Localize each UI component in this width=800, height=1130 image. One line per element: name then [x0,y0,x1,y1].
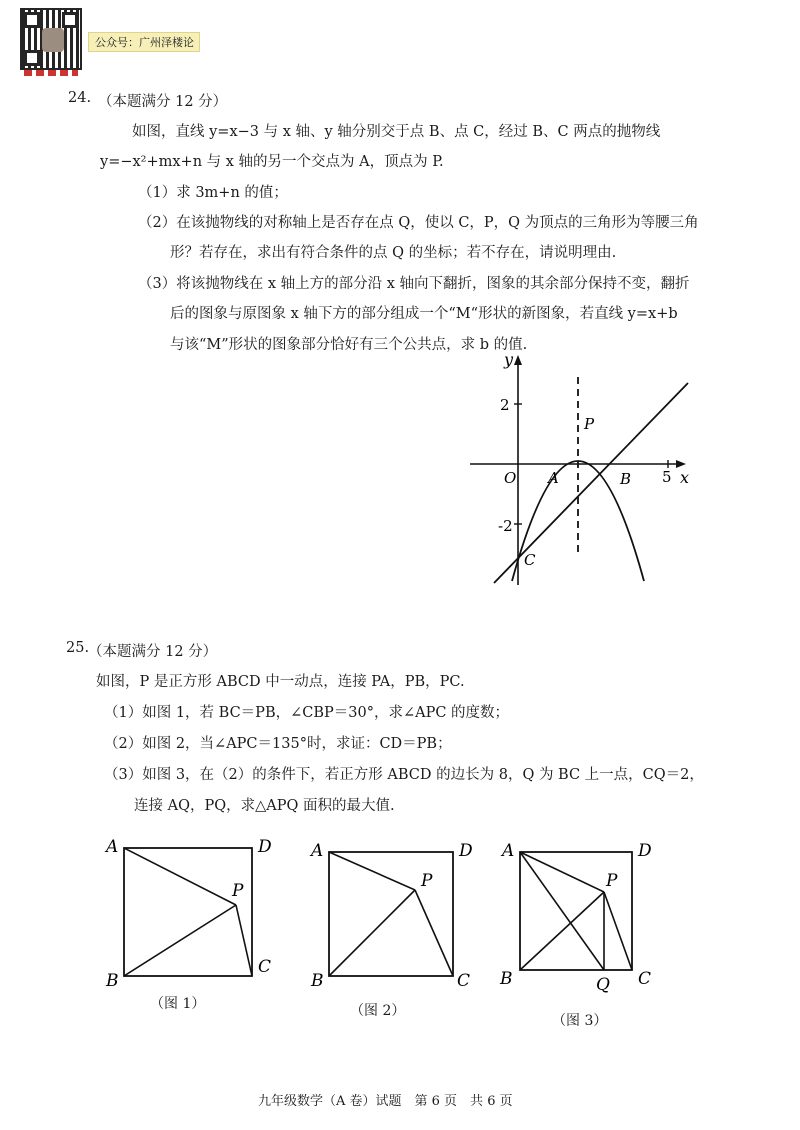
q24-part2-line2: 形？若存在，求出有符合条件的点 Q 的坐标；若不存在，请说明理由. [170,245,617,261]
figure-2 [305,832,485,992]
q25-title: （本题满分 12 分） [88,644,218,660]
segment-pb [520,892,604,970]
point-label-A: A [548,469,559,487]
point-P: P [421,871,433,891]
y-axis-label: y [504,350,514,369]
y-axis-arrow-icon [514,355,522,365]
qr-caption-strip [24,70,78,76]
caption-figure-1: （图 1） [150,996,206,1012]
segment-aq [520,852,604,970]
point-P: P [232,881,244,901]
q24-intro-line2: y=−x²+mx+n 与 x 轴的另一个交点为 A，顶点为 P. [100,154,444,170]
vertex-C: C [258,957,272,977]
vertex-B: B [106,971,119,990]
point-label-B: B [620,470,632,488]
figure-3 [492,832,672,1000]
q25-part3-line2: 连接 AQ，PQ，求△APQ 面积的最大值. [134,798,395,814]
qr-code-image [20,8,82,70]
vertex-A: A [502,841,515,861]
point-Q: Q [596,975,610,995]
q24-part3-line3: 与该“M”形状的图象部分恰好有三个公共点，求 b 的值. [170,337,528,353]
page-footer: 九年级数学（A 卷）试题 第 6 页 共 6 页 [258,1094,513,1109]
segment-pc [415,890,453,976]
segment-pb [329,890,415,976]
caption-figure-3: （图 3） [552,1013,608,1029]
x-tick-label-5: 5 [662,468,672,486]
x-axis-label: x [680,468,690,487]
q25-part3-line1: （3）如图 3，在（2）的条件下，若正方形 ABCD 的边长为 8，Q 为 BC 上一点，CQ＝2， [104,767,704,783]
y-tick-label-neg2: -2 [498,517,513,535]
q24-part2-line1: （2）在该抛物线的对称轴上是否存在点 Q，使以 C，P，Q 为顶点的三角形为等腰三角 [138,215,699,231]
vertex-D: D [638,841,652,861]
segment-pa [124,848,236,905]
vertex-B: B [500,969,513,989]
segment-pa [329,852,415,890]
point-label-C: C [524,551,536,569]
vertex-C: C [457,971,471,991]
caption-figure-2: （图 2） [350,1003,406,1019]
q24-part3-line1: （3）将该抛物线在 x 轴上方的部分沿 x 轴向下翻折，图象的其余部分保持不变，翻折 [138,276,690,292]
y-tick-label-2: 2 [500,396,510,414]
q24-title: （本题满分 12 分） [98,94,228,110]
square-abcd [124,848,252,976]
vertex-D: D [258,837,272,857]
vertex-A: A [106,837,119,857]
q25-number: 25. [66,640,90,656]
segment-pb [124,905,236,976]
account-badge: 公众号：广州泽楼论 [88,32,200,52]
vertex-D: D [459,841,473,861]
q24-part1: （1）求 3m+n 的值； [138,185,288,201]
point-label-P: P [584,415,595,433]
x-axis-arrow-icon [676,460,686,468]
square-abcd [520,852,632,970]
vertex-A: A [311,841,324,861]
origin-label: O [504,469,517,487]
q24-part3-line2: 后的图象与原图象 x 轴下方的部分组成一个“M“形状的新图象，若直线 y=x+b [170,306,678,322]
portrait-icon [42,28,64,52]
q24-parabola-graph [460,345,700,590]
q24-intro-line1: 如图，直线 y=x−3 与 x 轴、y 轴分别交于点 B、点 C，经过 B、C 两点的抛物线 [132,124,661,140]
segment-pc [236,905,252,976]
q25-intro: 如图，P 是正方形 ABCD 中一动点，连接 PA，PB，PC. [96,674,465,690]
q25-part2: （2）如图 2，当∠APC＝135°时，求证：CD＝PB； [104,736,452,752]
q24-number: 24. [68,90,92,106]
vertex-C: C [638,969,652,989]
figure-1 [100,830,280,990]
point-P: P [606,871,618,891]
segment-pc [604,892,632,970]
q25-part1: （1）如图 1，若 BC＝PB，∠CBP＝30°，求∠APC 的度数； [104,705,510,721]
vertex-B: B [311,971,324,991]
segment-pa [520,852,604,892]
